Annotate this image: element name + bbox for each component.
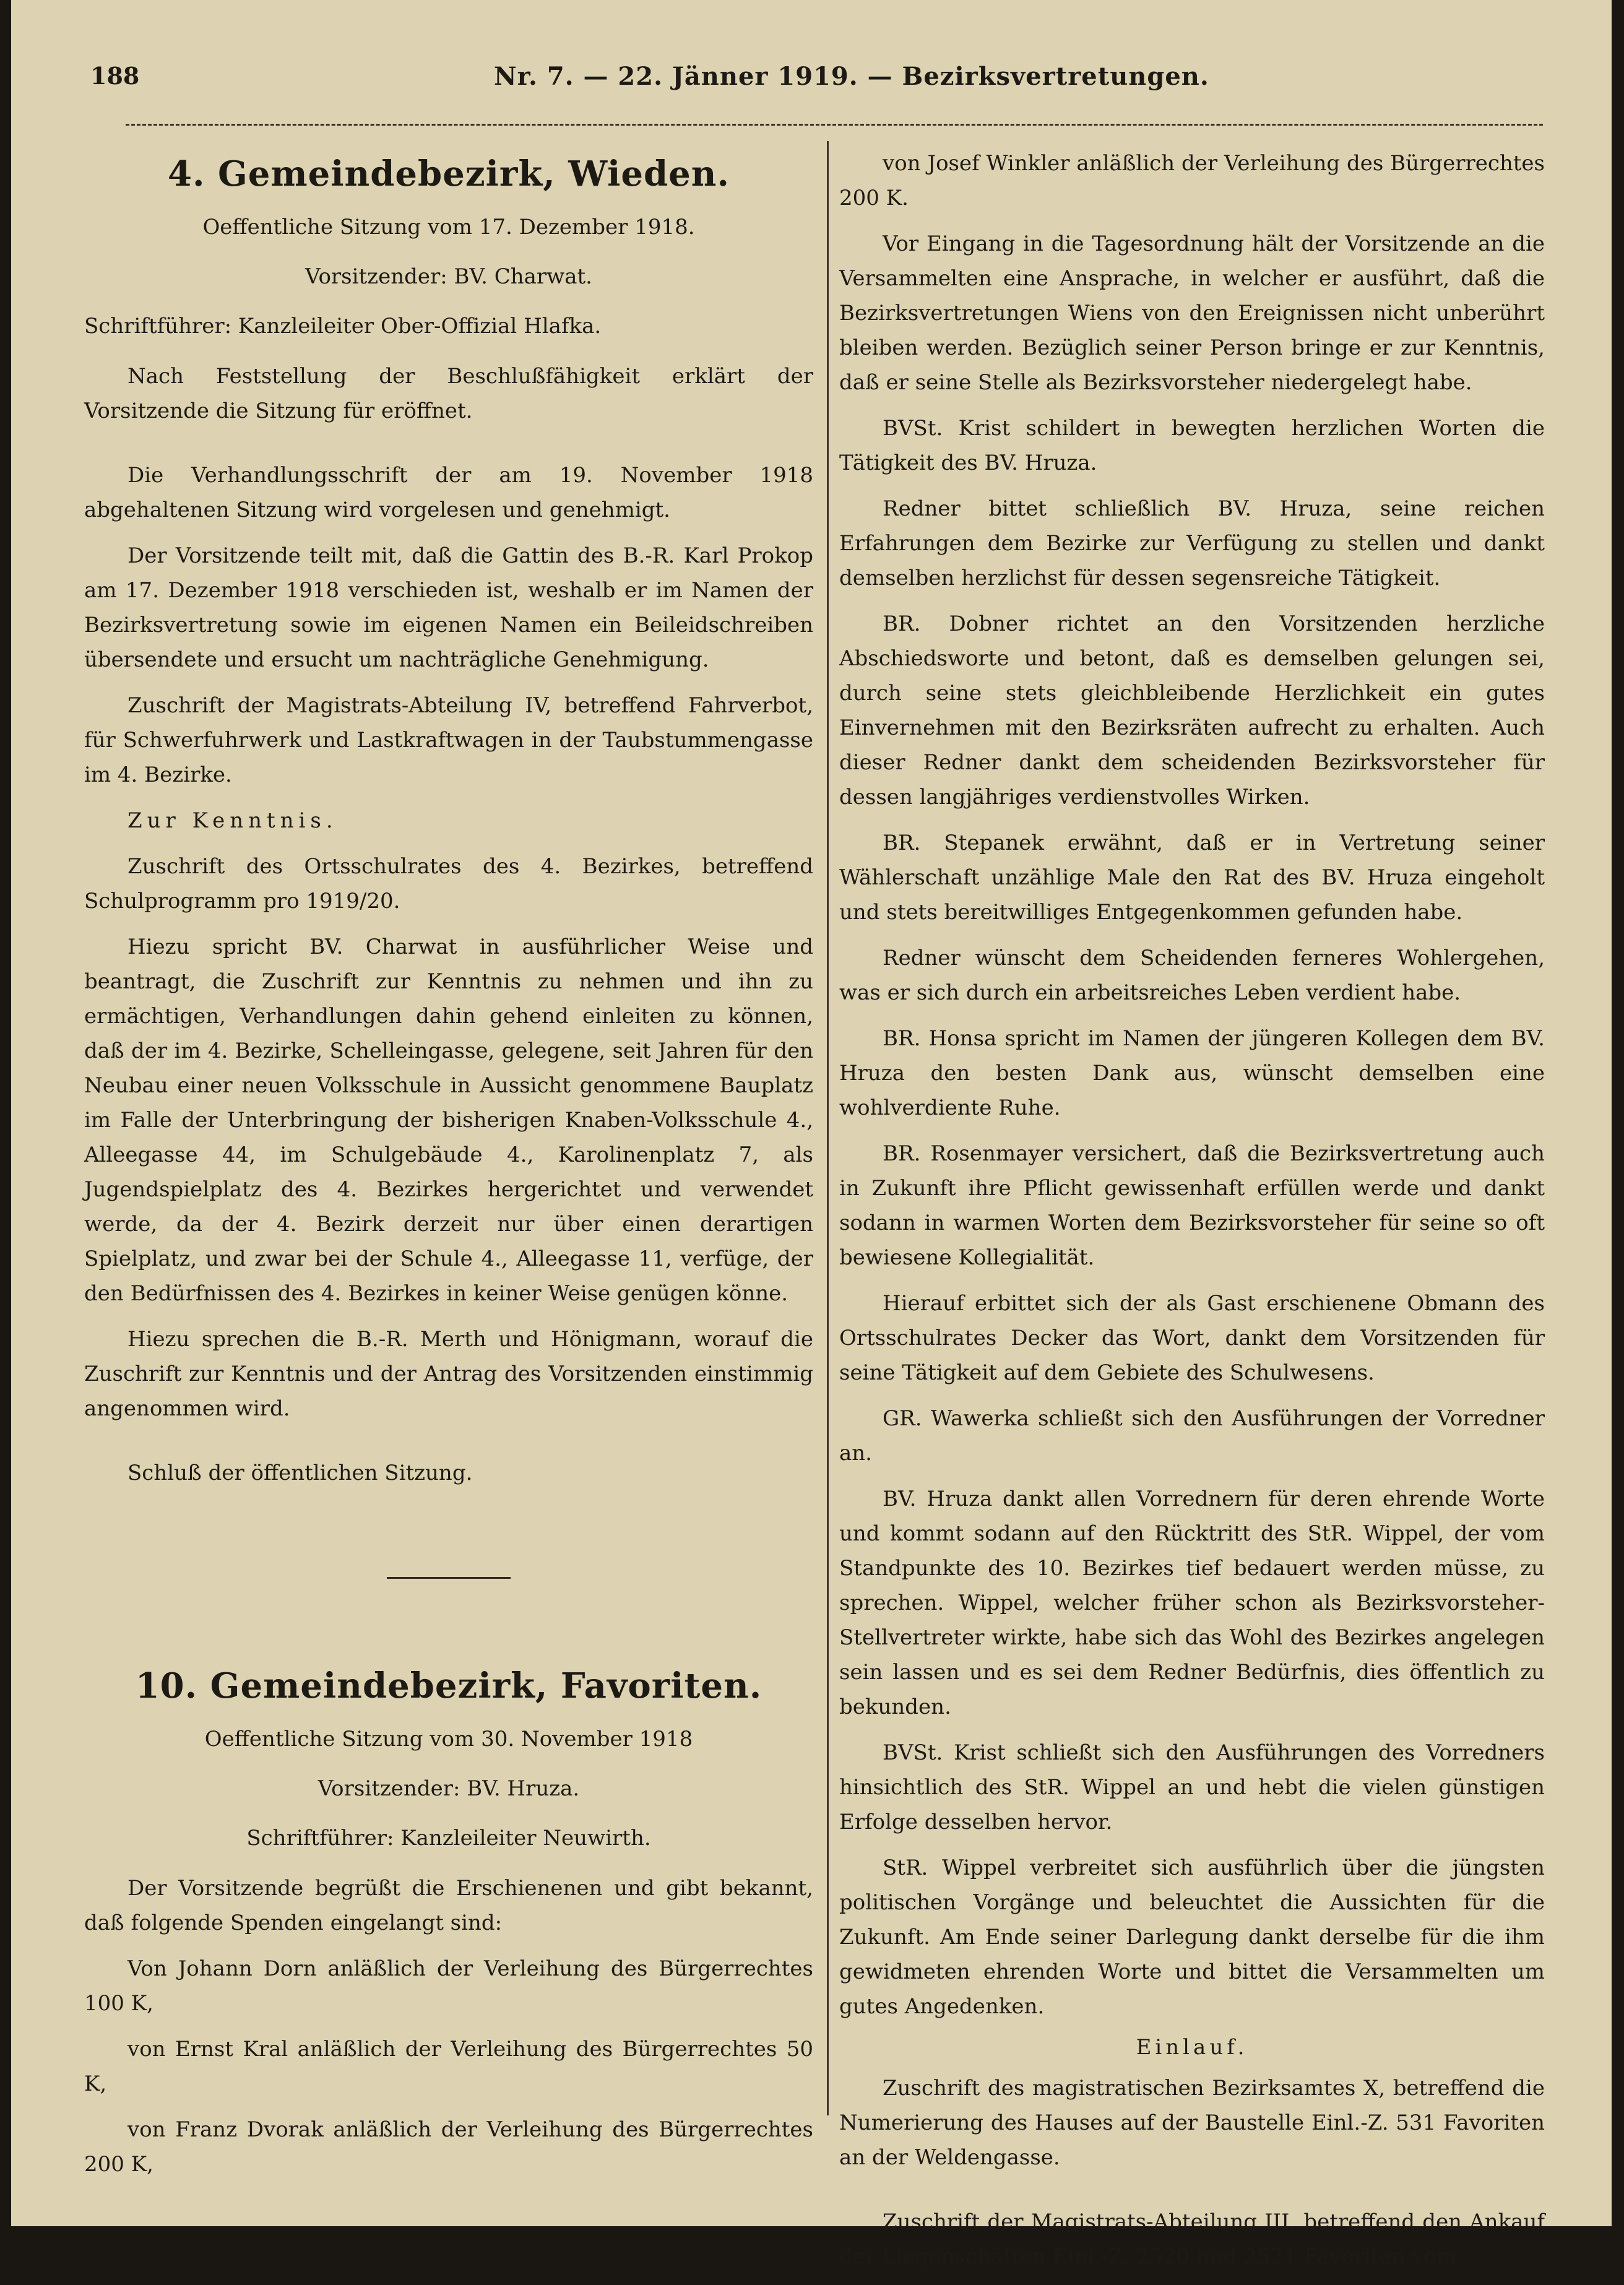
- paragraph: BR. Rosenmayer versichert, daß die Bezirksvertretung auch in Zukunft ihre Pflicht gewissenhaft erfüllen werde und dankt sodann in warmen Worten dem Bezirksvorsteher für seine so oft bewiesene Kollegialität.: [839, 1141, 1545, 1270]
- paragraph: BR. Honsa spricht im Namen der jüngeren Kollegen dem BV. Hruza den besten Dank aus, wünscht demselben eine wohlverdiente Ruhe.: [839, 1026, 1545, 1120]
- section-divider: [387, 1577, 511, 1579]
- paragraph: Zuschrift des Ortsschulrates des 4. Bezirkes, betreffend Schulprogramm pro 1919/20.: [84, 854, 813, 914]
- paragraph: von Ernst Kral anläßlich der Verleihung des Bürgerrechtes 50 K,: [84, 2037, 813, 2096]
- session-line: Oeffentliche Sitzung vom 30. November 1918: [204, 1727, 693, 1752]
- paragraph: Die Verhandlungsschrift der am 19. November 1918 abgehaltenen Sitzung wird vorgelesen und genehmigt.: [84, 463, 813, 522]
- paragraph: Schluß der öffentlichen Sitzung.: [127, 1461, 473, 1485]
- paragraph: Hiezu sprechen die B.-R. Merth und Hönigmann, worauf die Zuschrift zur Kenntnis und der Antrag des Vorsitzenden einstimmig angenommen wird.: [84, 1327, 813, 1421]
- paragraph: Zuschrift des magistratischen Bezirksamtes X, betreffend die Numerierung des Hauses auf der Baustelle Einl.-Z. 531 Favoriten an der Weldengasse.: [839, 2076, 1545, 2170]
- running-title: Nr. 7. — 22. Jänner 1919. — Bezirksvertretungen.: [494, 62, 1209, 91]
- paragraph: BVSt. Krist schildert in bewegten herzlichen Worten die Tätigkeit des BV. Hruza.: [839, 416, 1545, 475]
- paragraph: Hiezu spricht BV. Charwat in ausführlicher Weise und beantragt, die Zuschrift zur Kenntnis zu nehmen und ihn zu ermächtigen, Verhandlungen dahin gehend einleiten zu können, daß der im 4. Bezirke, Schelleingasse, gelegene, seit Jahren für den Neubau einer neuen Volksschule in Aussicht genommene Bauplatz im Falle der Unterbringung der bisherigen Knaben-Volksschule 4., Alleegasse 44, im Schulgebäude 4., Karolinenplatz 7, als Jugendspielplatz des 4. Bezirkes hergerichtet und verwendet werde, da der 4. Bezirk derzeit nur über einen derartigen Spielplatz, und zwar bei der Schule 4., Alleegasse 11, verfüge, der den Bedürfnissen des 4. Bezirkes in keiner Weise genügen könne.: [84, 935, 813, 1306]
- section-title-favoriten: 10. Gemeindebezirk, Favoriten.: [135, 1665, 762, 1706]
- header-rule: [126, 124, 1543, 126]
- secretary-line: Schriftführer: Kanzleileiter Neuwirth.: [246, 1826, 651, 1851]
- left-column: [84, 146, 813, 2193]
- paragraph: GR. Wawerka schließt sich den Ausführungen der Vorredner an.: [839, 1406, 1545, 1466]
- right-column: [839, 146, 1545, 2285]
- paragraph: Zuschrift der Magistrats-Abteilung IV, betreffend Fahrverbot, für Schwerfuhrwerk und Lastkraftwagen in der Taubstummengasse im 4. Bezirke.: [84, 693, 813, 787]
- newspaper-page: [11, 0, 1612, 2269]
- paragraph: BV. Hruza dankt allen Vorrednern für deren ehrende Worte und kommt sodann auf den Rücktritt des StR. Wippel, der vom Standpunkte des 10. Bezirkes tief bedauert werden müsse, zu sprechen. Wippel, welcher früher schon als Bezirksvorsteher-Stellvertreter wirkte, habe sich das Wohl des Bezirkes angelegen sein lassen und es sei dem Redner Bedürfnis, dies öffentlich zu bekunden.: [839, 1487, 1545, 1719]
- paragraph: Nach Feststellung der Beschlußfähigkeit erklärt der Vorsitzende die Sitzung für eröffnet.: [84, 364, 813, 423]
- paragraph: BVSt. Krist schließt sich den Ausführungen des Vorredners hinsichtlich des StR. Wippel an und hebt die vielen günstigen Erfolge desselben hervor.: [839, 1740, 1545, 1834]
- paragraph: Zuschrift der Magistrats-Abteilung III, betreffend den Ankauf der Liegenschaften Einl.-Z. 2520 und 2521 Favoriten vom: [839, 2209, 1545, 2269]
- paragraph: BR. Stepanek erwähnt, daß er in Vertretung seiner Wählerschaft unzählige Male den Rat des BV. Hruza eingeholt und stets bereitwilliges Entgegenkommen gefunden habe.: [839, 831, 1545, 925]
- paragraph: Der Vorsitzende begrüßt die Erschienenen und gibt bekannt, daß folgende Spenden eingelangt sind:: [84, 1876, 813, 1935]
- einlauf-heading: Einlauf.: [1136, 2035, 1248, 2060]
- paragraph: von Franz Dvorak anläßlich der Verleihung des Bürgerrechtes 200 K,: [84, 2117, 813, 2177]
- page-header: [11, 62, 1612, 111]
- paragraph: Der Vorsitzende teilt mit, daß die Gattin des B.-R. Karl Prokop am 17. Dezember 1918 verschieden ist, weshalb er im Namen der Bezirksvertretung sowie im eigenen Namen ein Beileidschreiben übersendete und ersucht um nachträgliche Genehmigung.: [84, 543, 813, 672]
- paragraph: Redner wünscht dem Scheidenden ferneres Wohlergehen, was er sich durch ein arbeitsreiches Leben verdient habe.: [839, 946, 1545, 1005]
- paragraph: Zur Kenntnis.: [127, 808, 338, 833]
- secretary-line: Schriftführer: Kanzleileiter Ober-Offizial Hlafka.: [84, 314, 602, 339]
- paragraph: Von Johann Dorn anläßlich der Verleihung des Bürgerrechtes 100 K,: [84, 1956, 813, 2016]
- session-line: Oeffentliche Sitzung vom 17. Dezember 1918.: [202, 215, 695, 240]
- paragraph: Hierauf erbittet sich der als Gast erschienene Obmann des Ortsschulrates Decker das Wort, dankt dem Vorsitzenden für seine Tätigkeit auf dem Gebiete des Schulwesens.: [839, 1291, 1545, 1385]
- page-number: 188: [90, 62, 140, 90]
- paragraph: von Josef Winkler anläßlich der Verleihung des Bürgerrechtes 200 K.: [839, 151, 1545, 210]
- column-divider: [827, 141, 829, 2115]
- paragraph: BR. Dobner richtet an den Vorsitzenden herzliche Abschiedsworte und betont, daß es demselben gelungen sei, durch seine stets gleichbleibende Herzlichkeit ein gutes Einvernehmen mit den Bezirksräten aufrecht zu erhalten. Auch dieser Redner dankt dem scheidenden Bezirksvorsteher für dessen langjähriges verdienstvolles Wirken.: [839, 611, 1545, 810]
- paragraph: StR. Wippel verbreitet sich ausführlich über die jüngsten politischen Vorgänge und beleuchtet die Aussichten für die Zukunft. Am Ende seiner Darlegung dankt derselbe für die ihm gewidmeten ehrenden Worte und bittet die Versammelten um gutes Angedenken.: [839, 1855, 1545, 2019]
- paragraph: Vor Eingang in die Tagesordnung hält der Vorsitzende an die Versammelten eine Ansprache, in welcher er ausführt, daß die Bezirksvertretungen Wiens von den Ereignissen nicht unberührt bleiben werden. Bezüglich seiner Person bringe er zur Kenntnis, daß er seine Stelle als Bezirksvorsteher niedergelegt habe.: [839, 231, 1545, 395]
- chair-line: Vorsitzender: BV. Charwat.: [305, 264, 592, 289]
- paragraph: Redner bittet schließlich BV. Hruza, seine reichen Erfahrungen dem Bezirke zur Verfügung zu stellen und dankt demselben herzlichst für dessen segensreiche Tätigkeit.: [839, 496, 1545, 590]
- chair-line: Vorsitzender: BV. Hruza.: [317, 1776, 580, 1801]
- section-title-wieden: 4. Gemeindebezirk, Wieden.: [167, 153, 730, 194]
